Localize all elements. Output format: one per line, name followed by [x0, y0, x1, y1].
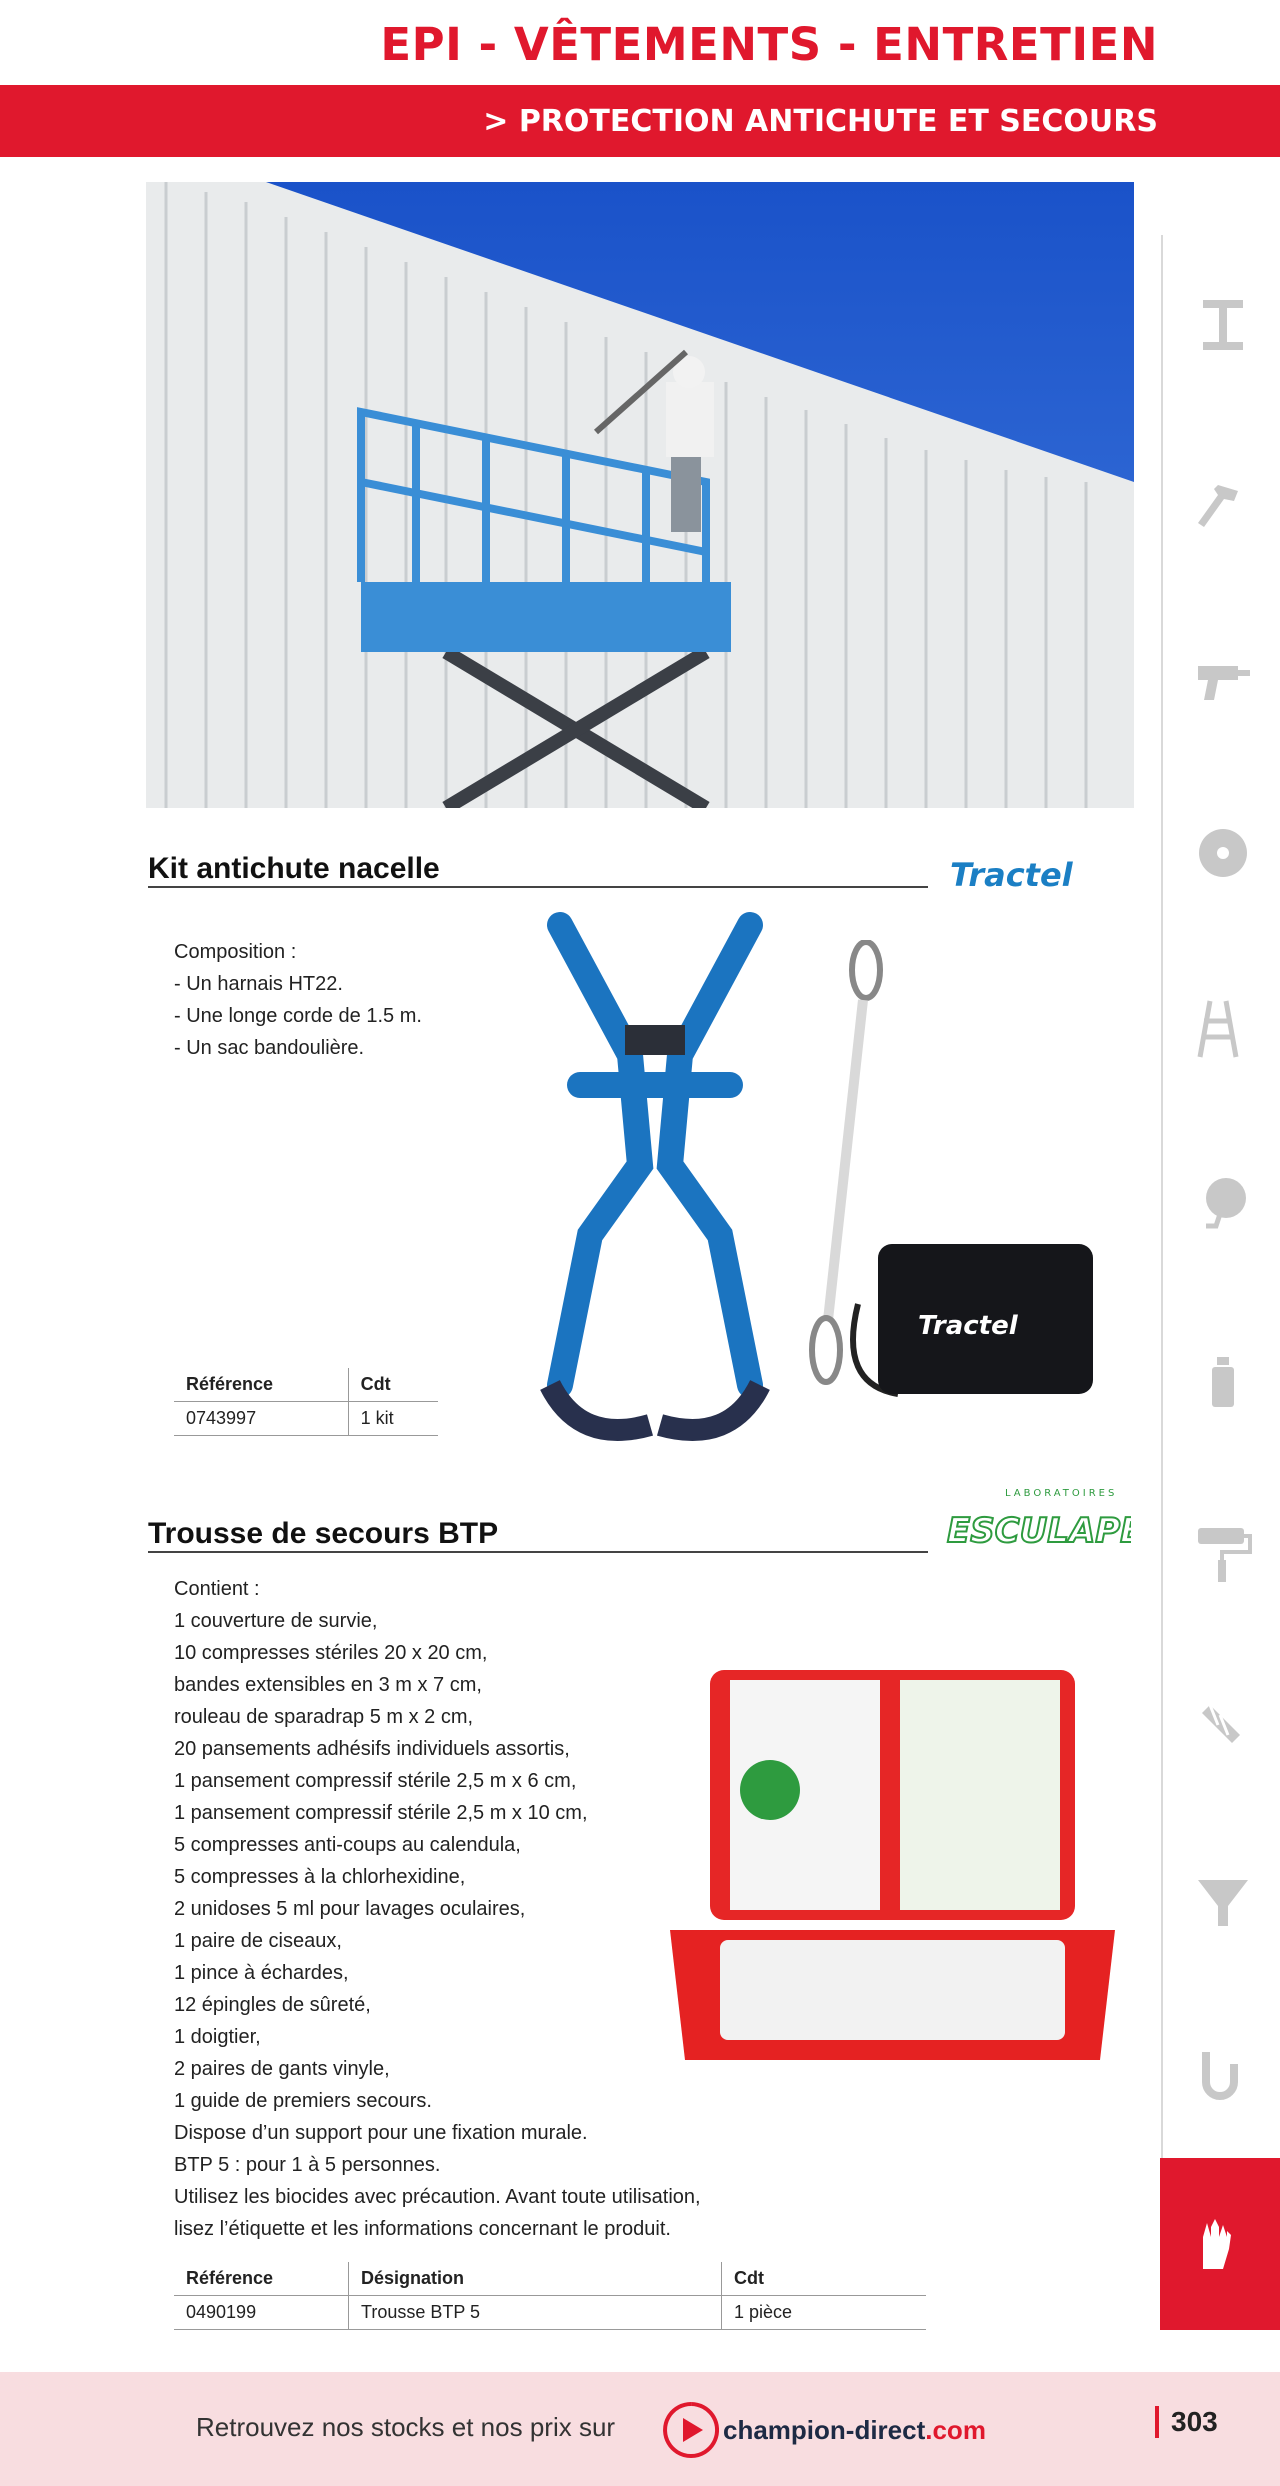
tractel-logo-text: Tractel: [950, 856, 1073, 894]
table-row: [174, 2296, 926, 2330]
ladder-icon[interactable]: [1180, 985, 1266, 1071]
cdt-cell: 1 kit: [348, 1402, 438, 1436]
column-header-reference: Référence: [174, 1368, 348, 1402]
product-description: Composition : - Un harnais HT22. - Une longe corde de 1.5 m. - Un sac bandoulière.: [174, 941, 422, 1059]
drill-icon[interactable]: [1180, 636, 1266, 722]
reference-cell: 0743997: [174, 1402, 348, 1436]
screw-icon[interactable]: [1180, 1685, 1266, 1771]
funnel-icon[interactable]: [1180, 1858, 1266, 1944]
first-aid-kit-photo: [660, 1650, 1125, 2070]
page-title: EPI - VÊTEMENTS - ENTRETIEN: [380, 18, 1158, 71]
section-rule: [148, 886, 928, 888]
section-subtitle: > PROTECTION ANTICHUTE ET SECOURS: [483, 104, 1158, 139]
product-description: Contient : 1 couverture de survie, 10 compresses stériles 20 x 20 cm, bandes extensibles en 3 m x 7 cm, rouleau de sparadrap 5 m x 2 cm, 20 pansements adhésifs individuels assortis, 1 pansement compressif stérile 2,5 m x 6 cm, 1 pansement compressif stérile 2,5 m x 10 cm, 5 compresses anti-coups au calendula, 5 compresses à la chlorhexidine, 2 unidoses 5 ml pour lavages oculaires, 1 paire de ciseaux, 1 pince à échardes, 12 épingles de sûreté, 1 doigtier, 2 paires de gants vinyle, 1 guide de premiers secours. Dispose d’un support pour une fixation murale. BTP 5 : pour 1 à 5 personnes. Utilisez les biocides avec précaution. Avant toute utilisation, lisez l’étiquette et les informations concernant le produit.: [174, 1578, 701, 2240]
section-rule: [148, 1551, 928, 1553]
footer-text: Retrouvez nos stocks et nos prix sur: [196, 2412, 616, 2442]
bag-brand-text: Tractel: [918, 1311, 1018, 1341]
column-header-reference: Référence: [174, 2262, 349, 2296]
reference-table-trousse: [174, 2262, 926, 2330]
scissor-lift-photo: [146, 182, 1134, 808]
esculape-logo-text: ESCULAPE: [947, 1511, 1131, 1551]
page-number: 303: [1155, 2406, 1218, 2438]
column-header-cdt: Cdt: [348, 1368, 438, 1402]
esculape-sub-text: LABORATOIRES: [1005, 1488, 1118, 1499]
site-name: champion-direct: [723, 2414, 926, 2445]
tractel-logo: [942, 852, 1132, 894]
sidebar-divider: [1161, 235, 1163, 2165]
steel-beam-icon[interactable]: [1180, 282, 1266, 368]
champion-direct-link[interactable]: [663, 2400, 986, 2460]
tractel-bag-photo: [838, 1234, 1100, 1404]
site-tld: .com: [925, 2414, 986, 2445]
table-row: [174, 1402, 438, 1436]
column-header-cdt: Cdt: [722, 2262, 927, 2296]
gloves-icon[interactable]: [1160, 2158, 1280, 2330]
reference-cell: 0490199: [174, 2296, 349, 2330]
product-title-kit-antichute: Kit antichute nacelle: [148, 852, 440, 885]
paint-roller-icon[interactable]: [1180, 1510, 1266, 1596]
esculape-logo: [945, 1480, 1131, 1560]
pipe-icon[interactable]: [1180, 2032, 1266, 2118]
concrete-mixer-icon[interactable]: [1180, 1160, 1266, 1246]
cdt-cell: 1 pièce: [722, 2296, 927, 2330]
reference-table-kit: [174, 1368, 438, 1436]
footer: [0, 2372, 1280, 2486]
play-arrow-icon: [663, 2400, 719, 2460]
spray-can-icon[interactable]: [1180, 1335, 1266, 1421]
harness-photo: [520, 905, 790, 1445]
designation-cell: Trousse BTP 5: [349, 2296, 722, 2330]
saw-blade-icon[interactable]: [1180, 810, 1266, 896]
hammer-icon[interactable]: [1180, 462, 1266, 548]
column-header-designation: Désignation: [349, 2262, 722, 2296]
product-title-trousse-secours: Trousse de secours BTP: [148, 1517, 499, 1550]
